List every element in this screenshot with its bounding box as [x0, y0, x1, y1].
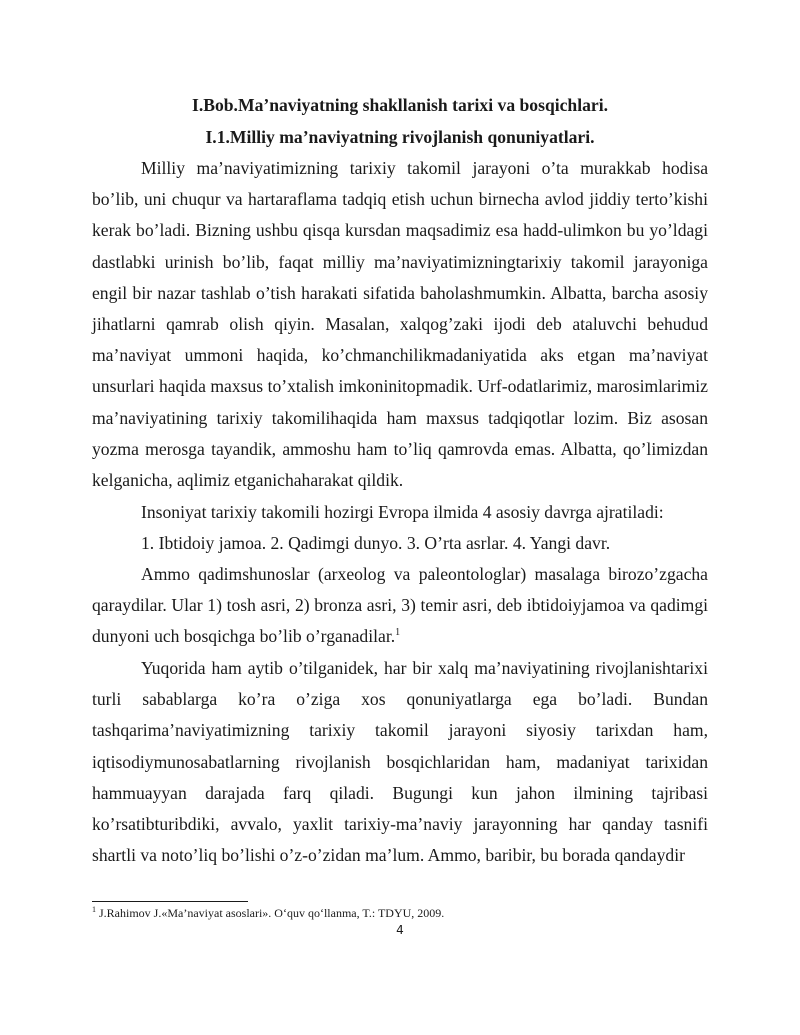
body-paragraph-5: Yuqorida ham aytib o’tilganidek, har bir xalq ma’naviyatining rivojlanishtarixi turli sabablarga ko’ra o’ziga xos qonuniyatlarga ega bo’ladi. Bundan tashqarima’naviyatimizning tarixiy takomil jarayoni siyosiy tarixdan ham, iqtisodiymunosabatlarning rivojlanish bosqichlaridan ham, madaniyat tarixidan hammuayyan darajada farq qiladi. Bugungi kun jahon ilmining tajribasi ko’rsatibturibdiki, avvalo, yaxlit tarixiy-ma’naviy jarayonning har qanday tasnifi shartli va noto’liq bo’lishi o’z-o’zidan ma’lum. Ammo, baribir, bu borada qandaydir [92, 658, 708, 866]
footnote [92, 905, 708, 921]
section-title: I.1.Milliy ma’naviyatning rivojlanish qonuniyatlari. [205, 127, 595, 147]
footnote-number: 1 [92, 905, 96, 914]
body-paragraph-1: Milliy ma’naviyatimizning tarixiy takomil jarayoni o’ta murakkab hodisa bo’lib, uni chuqur va hartaraflama tadqiq etish uchun birnecha avlod jiddiy terto’kishi kerak bo’ladi. Bizning ushbu qisqa kursdan maqsadimiz esa hadd-ulimkon bu yo’ldagi dastlabki urinish bo’lib, faqat milliy ma’naviyatimizningtarixiy takomil jarayoniga engil bir nazar tashlab o’tish harakati sifatida baholashmumkin. Albatta, barcha asosiy jihatlarni qamrab olish qiyin. Masalan, xalqog’zaki ijodi deb ataluvchi behudud ma’naviyat ummoni haqida, ko’chmanchilikmadaniyatida aks etgan ma’naviyat unsurlari haqida maxsus to’xtalish imkoninitopmadik. Urf-odatlarimiz, marosimlarimiz ma’naviyatining tarixiy takomilihaqida ham maxsus tadqiqotlar lozim. Biz asosan yozma merosga tayandik, ammoshu ham to’liq qamrovda emas. Albatta, qo’limizdan kelganicha, aqlimiz etganichaharakat qildik. [92, 158, 708, 491]
chapter-title: I.Bob.Ma’naviyatning shakllanish tarixi va bosqichlari. [192, 95, 608, 115]
body-paragraph-4 [92, 559, 708, 653]
footnote-reference[interactable]: 1 [395, 627, 401, 639]
body-paragraph-2: Insoniyat tarixiy takomili hozirgi Evropa ilmida 4 asosiy davrga ajratiladi: [141, 502, 664, 522]
body-paragraph-3: 1. Ibtidoiy jamoa. 2. Qadimgi dunyo. 3. O’rta asrlar. 4. Yangi davr. [141, 533, 611, 553]
page-number: 4 [396, 923, 404, 937]
footnote-separator [92, 901, 248, 902]
paragraph-4-text: Ammo qadimshunoslar (arxeolog va paleontologlar) masalaga birozo’zgacha qaraydilar. Ular 1) tosh asri, 2) bronza asri, 3) temir asri, deb ibtidoiyjamoa va qadimgi dunyoni uch bosqichga bo’lib o’rganadilar. [92, 564, 708, 647]
footnote-text: J.Rahimov J.«Ma’naviyat asoslari». O‘quv qo‘llanma, T.: TDYU, 2009. [96, 906, 445, 920]
